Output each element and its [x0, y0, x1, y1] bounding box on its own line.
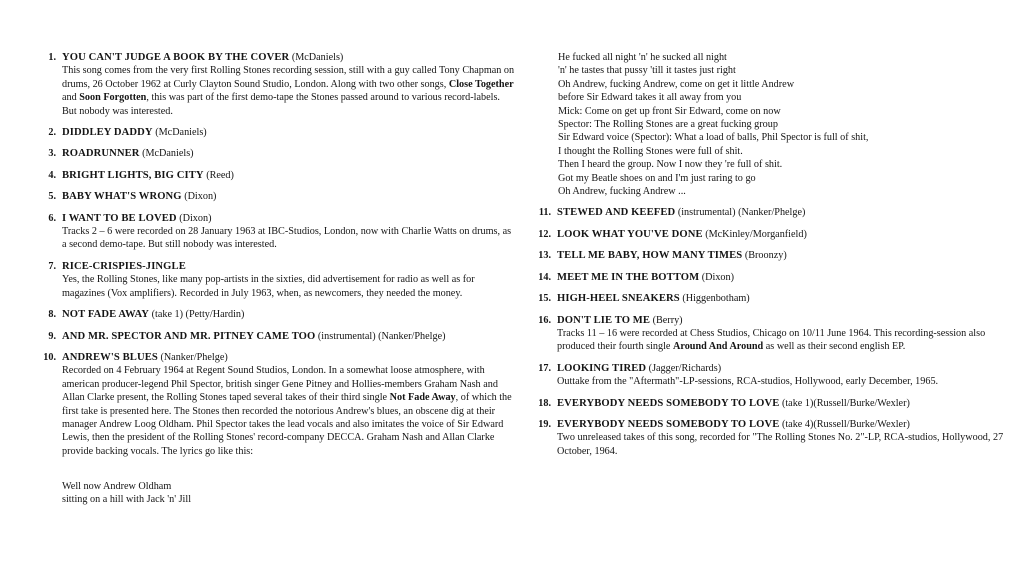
lyrics-line: 'n' he tastes that pussy 'till it tastes just right — [558, 65, 736, 77]
track-description — [62, 64, 516, 118]
track-heading — [557, 314, 1021, 327]
track-number: 1. — [48, 52, 56, 63]
track-heading — [557, 362, 1021, 375]
track-title: EVERYBODY NEEDS SOMEBODY TO LOVE — [557, 397, 780, 409]
track-description — [557, 327, 1021, 354]
highlighted-title: Soon Forgotten — [79, 92, 147, 104]
track-item — [533, 314, 1021, 354]
track-title: BABY WHAT'S WRONG — [62, 191, 182, 203]
track-title: DON'T LIE TO ME — [557, 314, 651, 326]
track-item — [38, 308, 516, 321]
track-item — [533, 228, 1021, 241]
track-heading — [62, 51, 516, 64]
track-title: ANDREW'S BLUES — [62, 351, 158, 363]
right-column — [533, 51, 1021, 466]
description-text: as well as their second english EP. — [763, 341, 906, 353]
track-credit: (Broonzy) — [742, 250, 787, 262]
track-item — [533, 206, 1021, 219]
track-item — [38, 330, 516, 343]
track-credit: (take 1)(Russell/Burke/Wexler) — [779, 397, 910, 409]
left-track-list — [38, 51, 516, 458]
track-number: 11. — [538, 207, 551, 219]
track-heading — [62, 212, 516, 225]
description-text: Tracks 2 – 6 were recorded on 28 January 1963 at IBC-Studios, London, now with Charlie Watts on drums, as a second demo-tape. But still nobody was interested. — [62, 226, 512, 251]
track-heading — [557, 418, 1021, 431]
track-number: 14. — [538, 271, 551, 283]
track-heading — [62, 190, 516, 203]
track-number: 7. — [48, 260, 56, 272]
track-description — [62, 364, 516, 458]
track-number: 2. — [48, 127, 56, 139]
description-text: Yes, the Rolling Stones, like many pop-artists in the sixties, did advertisement for radio as well as for magazines (Vox amplifiers). Recorded in July 1963, when, as newcomers, they needed the money. — [62, 274, 475, 299]
track-description — [557, 431, 1021, 458]
track-credit: (take 1) (Petty/Hardin) — [149, 309, 245, 321]
track-description — [62, 273, 516, 300]
lyrics-line: Spector: The Rolling Stones are a great fucking group — [558, 119, 778, 131]
track-heading — [557, 397, 1021, 410]
highlighted-title: Close Together — [448, 78, 514, 90]
track-credit: (McDaniels) — [152, 127, 207, 139]
lyrics-line: He fucked all night 'n' he sucked all night — [558, 52, 727, 63]
description-text: Two unreleased takes of this song, recorded for "The Rolling Stones No. 2"-LP, RCA-studios, Hollywood, 27 October, 1964. — [557, 432, 1004, 457]
track-number: 18. — [538, 397, 551, 409]
description-text: Outtake from the "Aftermath"-LP-sessions, RCA-studios, Hollywood, early December, 1965. — [557, 376, 939, 388]
track-credit: (Nanker/Phelge) — [157, 351, 228, 363]
track-title: MEET ME IN THE BOTTOM — [557, 271, 700, 283]
track-number: 9. — [48, 330, 56, 342]
track-heading — [62, 308, 516, 321]
track-heading — [62, 147, 516, 160]
track-number: 4. — [48, 169, 56, 181]
track-heading — [62, 351, 516, 364]
left-lyrics — [38, 466, 516, 506]
track-item — [38, 147, 516, 160]
track-credit: (Higgenbotham) — [679, 293, 750, 305]
lyrics-line: Mick: Come on get up front Sir Edward, come on now — [558, 105, 781, 117]
track-heading — [557, 249, 1021, 262]
lyrics-line: Well now Andrew Oldham — [62, 480, 172, 492]
track-heading — [62, 169, 516, 182]
track-number: 10. — [43, 351, 56, 363]
track-item — [533, 292, 1021, 305]
track-heading — [62, 126, 516, 139]
track-description — [62, 225, 516, 252]
track-item — [38, 126, 516, 139]
track-title: STEWED AND KEEFED — [557, 207, 676, 219]
track-credit: (Dixon) — [699, 271, 735, 283]
track-title: DIDDLEY DADDY — [62, 127, 153, 139]
track-credit: (McDaniels) — [289, 52, 344, 63]
description-text: , this was part of the first demo-tape the Stones passed around to various record-labels. But nobody was interested. — [62, 92, 500, 117]
lyrics-line: Oh Andrew, fucking Andrew, come on get it little Andrew — [558, 78, 795, 90]
track-title: ROADRUNNER — [62, 148, 140, 160]
track-item — [533, 397, 1021, 410]
track-number: 15. — [538, 293, 551, 305]
highlighted-title: Around And Around — [673, 341, 764, 353]
track-title: NOT FADE AWAY — [62, 309, 150, 321]
track-description — [557, 375, 1021, 388]
track-title: YOU CAN'T JUDGE A BOOK BY THE COVER — [62, 52, 290, 63]
highlighted-title: Not Fade Away — [389, 392, 456, 404]
track-heading — [557, 271, 1021, 284]
track-item — [38, 212, 516, 252]
right-track-list — [533, 206, 1021, 458]
left-column — [38, 51, 516, 506]
track-item — [38, 190, 516, 203]
track-number: 5. — [48, 191, 56, 203]
track-heading — [62, 260, 516, 273]
track-number: 12. — [538, 228, 551, 240]
track-item — [38, 351, 516, 458]
track-item — [38, 169, 516, 182]
spacer — [62, 466, 516, 479]
description-text: Recorded on 4 February 1964 at Regent Sound Studios, London. In a somewhat loose atmosphere, with american producer-legend Phil Spector, british singer Gene Pitney and Hollies-members Graham Nash and Allan Clarke present, the Rolling Stones taped several takes of their third single — [62, 365, 498, 404]
track-item — [38, 51, 516, 118]
lyrics-line: Oh Andrew, fucking Andrew ... — [558, 186, 686, 198]
track-credit: (Dixon) — [181, 191, 217, 203]
track-number: 16. — [538, 314, 551, 326]
lyrics-line: Sir Edward voice (Spector): What a load of balls, Phil Spector is full of shit, — [558, 132, 869, 144]
description-text: Tracks 11 – 16 were recorded at Chess Studios, Chicago on 10/11 June 1964. This recording-session also produced their fourth single — [557, 327, 986, 353]
track-item — [533, 362, 1021, 389]
track-item — [533, 249, 1021, 262]
track-title: RICE-CRISPIES-JINGLE — [62, 260, 186, 272]
track-title: HIGH-HEEL SNEAKERS — [557, 293, 680, 305]
track-item — [533, 418, 1021, 458]
track-title: TELL ME BABY, HOW MANY TIMES — [557, 250, 743, 262]
right-lyrics — [533, 51, 1021, 198]
track-item — [38, 260, 516, 300]
lyrics-line: sitting on a hill with Jack 'n' Jill — [62, 493, 192, 505]
track-number: 13. — [538, 250, 551, 262]
track-heading — [62, 330, 516, 343]
track-credit: (instrumental) (Nanker/Phelge) — [315, 330, 446, 342]
track-credit: (Dixon) — [176, 212, 212, 224]
lyrics-line: I thought the Rolling Stones were full of shit. — [558, 145, 743, 157]
track-credit: (Jagger/Richards) — [646, 362, 722, 374]
track-title: LOOKING TIRED — [557, 362, 647, 374]
description-text: , of which the first take is presented here. The Stones then recorded the notorious Andrew's blues, an obscene dig at their manager Andrew Loog Oldham. Phil Spector takes the lead vocals and also imitates the voice of Sir Edward Lewis, then the president of the Rolling Stones' record-company DECCA. Graham Nash and Allan Clarke provide backing vocals. The lyrics go like this: — [62, 392, 512, 457]
lyrics-line: Then I heard the group. Now I now they 're full of shit. — [558, 159, 783, 171]
track-number: 3. — [48, 148, 56, 160]
track-title: EVERYBODY NEEDS SOMEBODY TO LOVE — [557, 418, 780, 430]
description-text: and — [62, 92, 80, 104]
description-text: This song comes from the very first Rolling Stones recording session, still with a guy called Tony Chapman on drums, 26 October 1962 at Curly Clayton Sound Studio, London. Along with two other songs, — [62, 65, 515, 90]
track-heading — [557, 228, 1021, 241]
track-number: 8. — [48, 309, 56, 321]
track-number: 17. — [538, 362, 551, 374]
track-heading — [557, 292, 1021, 305]
track-title: AND MR. SPECTOR AND MR. PITNEY CAME TOO — [62, 330, 316, 342]
track-title: BRIGHT LIGHTS, BIG CITY — [62, 169, 204, 181]
track-credit: (Reed) — [203, 169, 234, 181]
track-number: 19. — [538, 418, 551, 430]
track-number: 6. — [48, 212, 56, 224]
lyrics-line: Got my Beatle shoes on and I'm just raring to go — [558, 172, 756, 184]
track-title: I WANT TO BE LOVED — [62, 212, 177, 224]
track-title: LOOK WHAT YOU'VE DONE — [557, 228, 703, 240]
lyrics-line: before Sir Edward takes it all away from you — [558, 92, 742, 104]
track-credit: (take 4)(Russell/Burke/Wexler) — [779, 418, 910, 430]
track-credit: (McKinley/Morganfield) — [702, 228, 807, 240]
track-credit: (Berry) — [650, 314, 683, 326]
track-credit: (McDaniels) — [139, 148, 194, 160]
track-credit: (instrumental) (Nanker/Phelge) — [675, 207, 806, 219]
track-item — [533, 271, 1021, 284]
track-heading — [557, 206, 1021, 219]
